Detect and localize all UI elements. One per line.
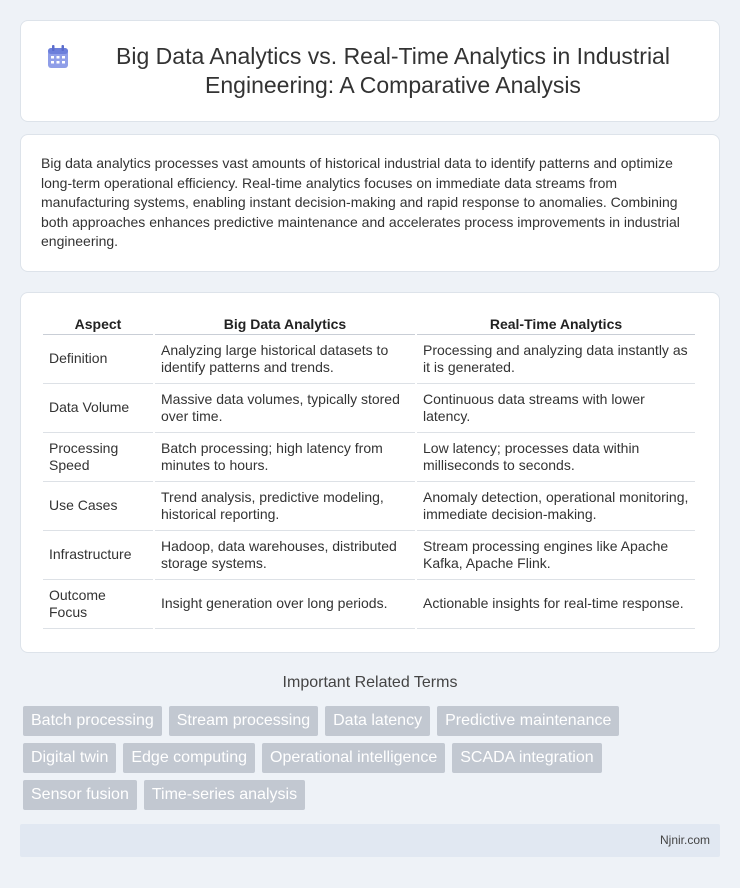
tag-row <box>23 780 723 810</box>
real-time-cell: Actionable insights for real-time response. <box>417 580 695 629</box>
aspect-cell: Data Volume <box>43 384 153 433</box>
aspect-cell: Use Cases <box>43 482 153 531</box>
big-data-cell: Insight generation over long periods. <box>155 580 415 629</box>
related-term-tag[interactable]: Digital twin <box>23 743 116 773</box>
title-wrap <box>47 42 693 100</box>
aspect-cell: Processing Speed <box>43 433 153 482</box>
related-terms-list <box>23 706 723 817</box>
aspect-cell: Infrastructure <box>43 531 153 580</box>
related-term-tag[interactable]: Operational intelligence <box>262 743 445 773</box>
related-term-tag[interactable]: Time-series analysis <box>144 780 305 810</box>
column-header-aspect: Aspect <box>43 313 153 335</box>
related-term-tag[interactable]: Batch processing <box>23 706 162 736</box>
title-card <box>20 20 720 122</box>
real-time-cell: Continuous data streams with lower latency. <box>417 384 695 433</box>
footer-site-link[interactable]: Njnir.com <box>659 833 710 847</box>
related-terms-title: Important Related Terms <box>282 674 458 691</box>
related-term-tag[interactable]: Edge computing <box>123 743 255 773</box>
real-time-cell: Processing and analyzing data instantly as it is generated. <box>417 335 695 384</box>
table-header-row <box>43 313 695 335</box>
comparison-card <box>20 292 720 653</box>
big-data-cell: Hadoop, data warehouses, distributed storage systems. <box>155 531 415 580</box>
table-row <box>43 384 695 433</box>
real-time-cell: Low latency; processes data within milliseconds to seconds. <box>417 433 695 482</box>
big-data-cell: Trend analysis, predictive modeling, historical reporting. <box>155 482 415 531</box>
table-row <box>43 531 695 580</box>
related-term-tag[interactable]: Sensor fusion <box>23 780 137 810</box>
tag-row <box>23 743 723 773</box>
real-time-cell: Anomaly detection, operational monitoring, immediate decision-making. <box>417 482 695 531</box>
table-row <box>43 482 695 531</box>
real-time-cell: Stream processing engines like Apache Kafka, Apache Flink. <box>417 531 695 580</box>
table-row <box>43 580 695 629</box>
big-data-cell: Analyzing large historical datasets to identify patterns and trends. <box>155 335 415 384</box>
page-title: Big Data Analytics vs. Real-Time Analytics in Industrial Engineering: A Comparative Analysis <box>116 43 670 98</box>
related-term-tag[interactable]: Data latency <box>325 706 430 736</box>
calendar-grid-icon <box>47 45 69 69</box>
big-data-cell: Massive data volumes, typically stored over time. <box>155 384 415 433</box>
comparison-table <box>41 313 697 629</box>
table-row <box>43 433 695 482</box>
big-data-cell: Batch processing; high latency from minutes to hours. <box>155 433 415 482</box>
related-term-tag[interactable]: Stream processing <box>169 706 318 736</box>
table-row <box>43 335 695 384</box>
column-header-big-data: Big Data Analytics <box>155 313 415 335</box>
intro-card <box>20 134 720 272</box>
related-term-tag[interactable]: SCADA integration <box>452 743 601 773</box>
intro-paragraph: Big data analytics processes vast amounts of historical industrial data to identify patterns and optimize long-term operational efficiency. Real-time analytics focuses on immediate data streams from manufacturing systems, enabling instant decision-making and rapid response to anomalies. Combining both approaches enhances predictive maintenance and accelerates process improvements in industrial engineering. <box>41 155 680 250</box>
footer <box>20 824 720 857</box>
related-term-tag[interactable]: Predictive maintenance <box>437 706 619 736</box>
aspect-cell: Definition <box>43 335 153 384</box>
column-header-real-time: Real-Time Analytics <box>417 313 695 335</box>
tag-row <box>23 706 723 736</box>
aspect-cell: Outcome Focus <box>43 580 153 629</box>
